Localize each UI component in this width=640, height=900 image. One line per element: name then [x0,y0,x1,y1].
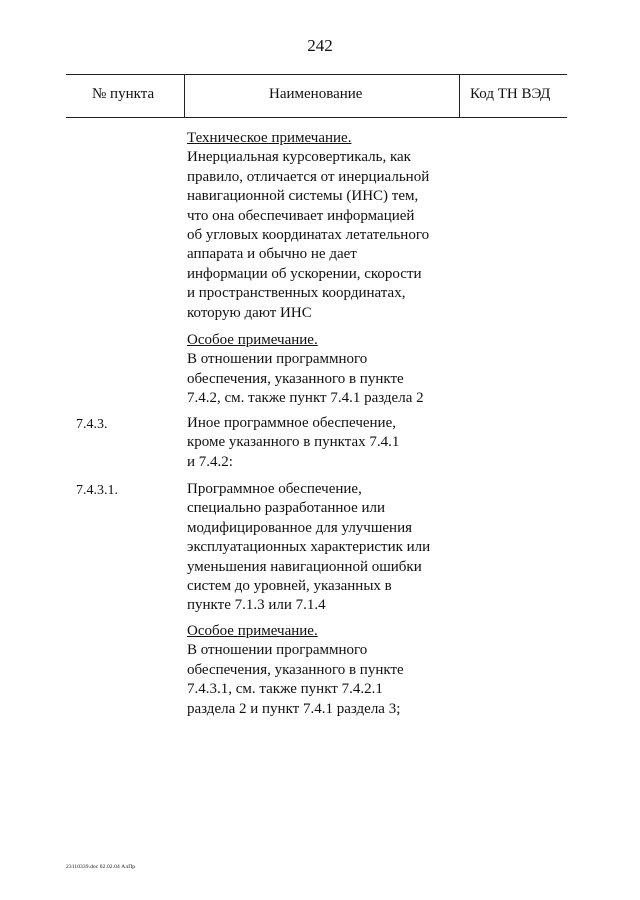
special-note-2-line: 7.4.3.1, см. также пункт 7.4.2.1 [187,681,383,698]
header-col-number: № пункта [92,86,155,102]
header-col-name: Наименование [269,86,363,102]
special-note-2-title: Особое примечание. [187,623,318,639]
item-743-number: 7.4.3. [76,417,108,432]
special-note-1-line: обеспечения, указанного в пункте [187,370,404,387]
item-7431-line: специально разработанное или [187,500,386,517]
technical-note-line: информации об ускорении, скорости [187,265,422,282]
special-note-1-line: 7.4.2, см. также пункт 7.4.1 раздела 2 [187,390,424,407]
item-7431-text [187,480,487,616]
technical-note-line: навигационной системы (ИНС) тем, [187,188,419,205]
page-number: 242 [307,36,333,55]
header-bottom-rule [66,117,567,118]
special-note-2-line: раздела 2 и пункт 7.4.1 раздела 3; [187,700,401,717]
item-743-line: кроме указанного в пунктах 7.4.1 [187,434,400,451]
technical-note [187,129,487,323]
item-743-line: Иное программное обеспечение, [187,415,396,431]
technical-note-line: которую дают ИНС [187,304,312,321]
special-note-2-line: обеспечения, указанного в пункте [187,661,404,678]
technical-note-line: и пространственных координатах, [187,285,406,302]
header-divider-1 [184,74,185,117]
item-7431-number: 7.4.3.1. [76,483,118,498]
technical-note-line: об угловых координатах летательного [187,227,430,244]
header-top-rule [66,74,567,75]
item-7431-line: уменьшения навигационной ошибки [187,558,422,575]
special-note-2 [187,622,487,719]
footer-doc-id: 23110339.doc 02.02.04 АлПр [66,864,136,870]
item-7431-line: систем до уровней, указанных в [187,578,392,595]
header-divider-2 [459,74,460,117]
technical-note-line: Инерциальная курсовертикаль, как [187,149,411,166]
special-note-2-line: В отношении программного [187,642,368,659]
item-743-text [187,414,487,472]
item-7431-line: Программное обеспечение, [187,481,362,497]
special-note-1-line: В отношении программного [187,351,368,368]
item-7431-line: модифицированное для улучшения [187,519,413,536]
item-743-line: и 7.4.2: [187,453,233,470]
technical-note-line: правило, отличается от инерциальной [187,168,430,185]
technical-note-title: Техническое примечание. [187,130,352,146]
item-7431-line: пункте 7.1.3 или 7.1.4 [187,597,326,614]
technical-note-line: аппарата и обычно не дает [187,246,357,263]
special-note-1 [187,331,487,409]
item-7431-line: эксплуатационных характеристик или [187,539,431,556]
header-col-code: Код ТН ВЭД [470,86,551,102]
special-note-1-title: Особое примечание. [187,332,318,348]
technical-note-line: что она обеспечивает информацией [187,207,415,224]
